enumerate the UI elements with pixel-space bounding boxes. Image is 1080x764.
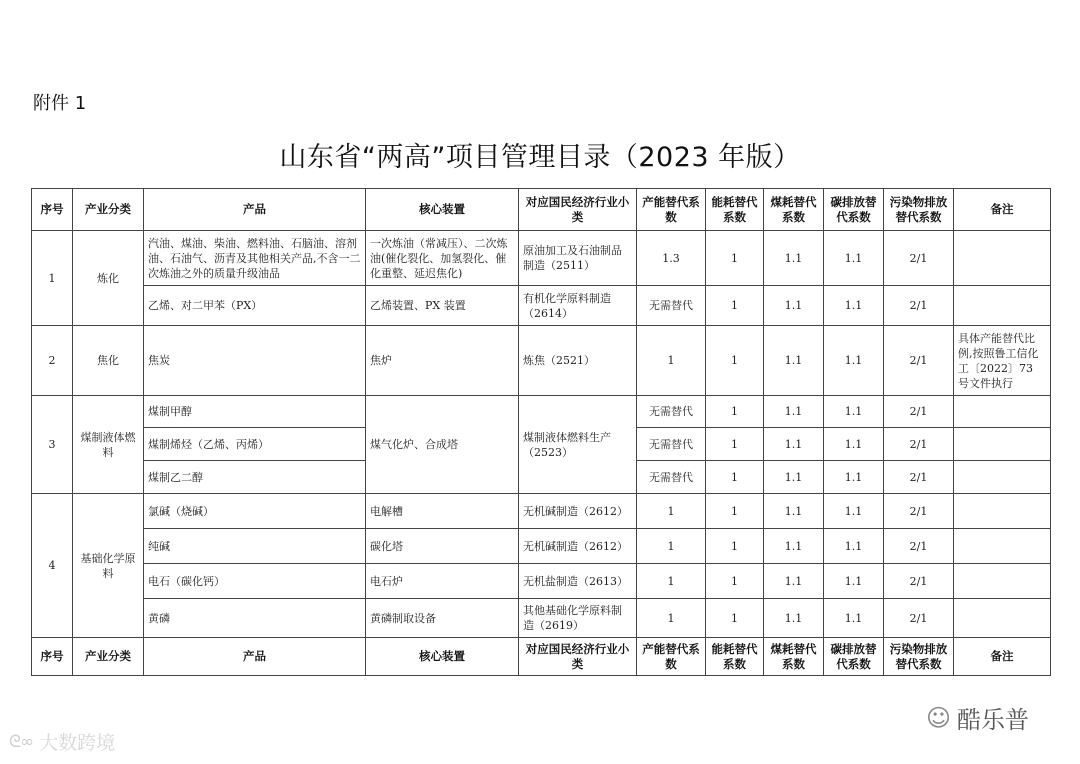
cell-device: 乙烯装置、PX 装置 [366, 286, 519, 326]
cell-product: 黄磷 [144, 599, 366, 638]
cell-coal: 1.1 [764, 231, 824, 286]
cell-pollutant: 2/1 [884, 494, 954, 529]
table-row [32, 326, 1051, 396]
cell-coal: 1.1 [764, 286, 824, 326]
cell-capacity: 1 [637, 494, 706, 529]
table-row [32, 529, 1051, 564]
header-coal: 煤耗替代系数 [764, 638, 824, 676]
cell-remark [954, 494, 1051, 529]
cell-industry: 有机化学原料制造（2614） [519, 286, 637, 326]
cell-seq: 2 [32, 326, 73, 396]
cell-capacity: 1.3 [637, 231, 706, 286]
cell-product: 汽油、煤油、柴油、燃料油、石脑油、溶剂油、石油气、沥青及其他相关产品,不含一二次炼油之外的质量升级油品 [144, 231, 366, 286]
cell-carbon: 1.1 [824, 461, 884, 494]
cell-pollutant: 2/1 [884, 231, 954, 286]
cell-remark [954, 461, 1051, 494]
cell-capacity: 1 [637, 529, 706, 564]
cell-device: 煤气化炉、合成塔 [366, 396, 519, 494]
cell-seq: 1 [32, 231, 73, 326]
table-row [32, 494, 1051, 529]
cell-pollutant: 2/1 [884, 461, 954, 494]
table-row [32, 396, 1051, 428]
cell-coal: 1.1 [764, 494, 824, 529]
cell-energy: 1 [706, 461, 764, 494]
cell-capacity: 无需替代 [637, 428, 706, 461]
cell-pollutant: 2/1 [884, 286, 954, 326]
table-row [32, 286, 1051, 326]
cell-industry: 无机碱制造（2612） [519, 494, 637, 529]
cell-product: 煤制甲醇 [144, 396, 366, 428]
cell-carbon: 1.1 [824, 326, 884, 396]
cell-industry: 煤制液体燃料生产（2523） [519, 396, 637, 494]
cell-capacity: 1 [637, 564, 706, 599]
header-product: 产品 [144, 189, 366, 231]
cell-industry: 原油加工及石油制品制造（2511） [519, 231, 637, 286]
cell-coal: 1.1 [764, 396, 824, 428]
cell-category: 煤制液体燃料 [73, 396, 144, 494]
cell-pollutant: 2/1 [884, 396, 954, 428]
cell-coal: 1.1 [764, 428, 824, 461]
header-industry: 对应国民经济行业小类 [519, 638, 637, 676]
watermark-left-text: 大数跨境 [39, 732, 116, 754]
cell-capacity: 无需替代 [637, 286, 706, 326]
header-seq: 序号 [32, 638, 73, 676]
cell-remark [954, 286, 1051, 326]
cell-capacity: 无需替代 [637, 396, 706, 428]
cell-device: 一次炼油（常减压）、二次炼油(催化裂化、加氢裂化、催化重整、延迟焦化) [366, 231, 519, 286]
cell-energy: 1 [706, 286, 764, 326]
cell-product: 氯碱（烧碱） [144, 494, 366, 529]
header-category: 产业分类 [73, 638, 144, 676]
cell-energy: 1 [706, 231, 764, 286]
cell-product: 乙烯、对二甲苯（PX） [144, 286, 366, 326]
table-footer-header-row [32, 638, 1051, 676]
cell-energy: 1 [706, 428, 764, 461]
cell-pollutant: 2/1 [884, 599, 954, 638]
cell-device: 焦炉 [366, 326, 519, 396]
cell-product: 煤制烯烃（乙烯、丙烯） [144, 428, 366, 461]
cell-remark [954, 428, 1051, 461]
header-device: 核心装置 [366, 189, 519, 231]
header-pollutant: 污染物排放替代系数 [884, 189, 954, 231]
watermark-left [9, 728, 115, 755]
cell-category: 基础化学原料 [73, 494, 144, 638]
cell-product: 焦炭 [144, 326, 366, 396]
link-logo-icon: ᘓ∞ [9, 731, 34, 752]
header-product: 产品 [144, 638, 366, 676]
cell-industry: 无机碱制造（2612） [519, 529, 637, 564]
cell-device: 电解槽 [366, 494, 519, 529]
cell-industry: 炼焦（2521） [519, 326, 637, 396]
table-row [32, 599, 1051, 638]
cell-carbon: 1.1 [824, 428, 884, 461]
cell-remark [954, 529, 1051, 564]
cell-pollutant: 2/1 [884, 326, 954, 396]
cell-carbon: 1.1 [824, 529, 884, 564]
header-capacity: 产能替代系数 [637, 189, 706, 231]
cell-seq: 4 [32, 494, 73, 638]
header-energy: 能耗替代系数 [706, 638, 764, 676]
cell-remark [954, 599, 1051, 638]
header-industry: 对应国民经济行业小类 [519, 189, 637, 231]
cell-energy: 1 [706, 396, 764, 428]
cell-product: 电石（碳化钙） [144, 564, 366, 599]
header-coal: 煤耗替代系数 [764, 189, 824, 231]
header-seq: 序号 [32, 189, 73, 231]
cell-pollutant: 2/1 [884, 529, 954, 564]
cell-seq: 3 [32, 396, 73, 494]
cell-carbon: 1.1 [824, 494, 884, 529]
cell-industry: 无机盐制造（2613） [519, 564, 637, 599]
header-device: 核心装置 [366, 638, 519, 676]
cell-energy: 1 [706, 564, 764, 599]
cell-carbon: 1.1 [824, 231, 884, 286]
watermark-right [926, 700, 1029, 735]
wechat-icon: ☺ [926, 703, 952, 732]
cell-energy: 1 [706, 529, 764, 564]
cell-category: 焦化 [73, 326, 144, 396]
header-pollutant: 污染物排放替代系数 [884, 638, 954, 676]
cell-carbon: 1.1 [824, 396, 884, 428]
cell-device: 电石炉 [366, 564, 519, 599]
cell-energy: 1 [706, 326, 764, 396]
cell-pollutant: 2/1 [884, 428, 954, 461]
table-row [32, 231, 1051, 286]
header-capacity: 产能替代系数 [637, 638, 706, 676]
cell-capacity: 无需替代 [637, 461, 706, 494]
header-carbon: 碳排放替代系数 [824, 189, 884, 231]
cell-category: 炼化 [73, 231, 144, 326]
cell-capacity: 1 [637, 599, 706, 638]
table-header-row [32, 189, 1051, 231]
cell-remark [954, 564, 1051, 599]
cell-industry: 其他基础化学原料制造（2619） [519, 599, 637, 638]
cell-pollutant: 2/1 [884, 564, 954, 599]
cell-coal: 1.1 [764, 461, 824, 494]
cell-carbon: 1.1 [824, 599, 884, 638]
cell-carbon: 1.1 [824, 564, 884, 599]
cell-coal: 1.1 [764, 529, 824, 564]
cell-device: 碳化塔 [366, 529, 519, 564]
attachment-label: 附件 1 [33, 93, 87, 114]
header-category: 产业分类 [73, 189, 144, 231]
page-title: 山东省“两高”项目管理目录（2023 年版） [279, 142, 801, 173]
cell-carbon: 1.1 [824, 286, 884, 326]
cell-remark [954, 396, 1051, 428]
cell-coal: 1.1 [764, 326, 824, 396]
catalog-table [31, 188, 1051, 676]
cell-coal: 1.1 [764, 599, 824, 638]
cell-energy: 1 [706, 494, 764, 529]
cell-remark: 具体产能替代比例,按照鲁工信化工〔2022〕73 号文件执行 [954, 326, 1051, 396]
cell-remark [954, 231, 1051, 286]
header-energy: 能耗替代系数 [706, 189, 764, 231]
header-remark: 备注 [954, 638, 1051, 676]
watermark-right-text: 酷乐普 [957, 706, 1030, 734]
header-remark: 备注 [954, 189, 1051, 231]
cell-device: 黄磷制取设备 [366, 599, 519, 638]
header-carbon: 碳排放替代系数 [824, 638, 884, 676]
cell-coal: 1.1 [764, 564, 824, 599]
cell-energy: 1 [706, 599, 764, 638]
table-row [32, 564, 1051, 599]
cell-capacity: 1 [637, 326, 706, 396]
cell-product: 煤制乙二醇 [144, 461, 366, 494]
cell-product: 纯碱 [144, 529, 366, 564]
